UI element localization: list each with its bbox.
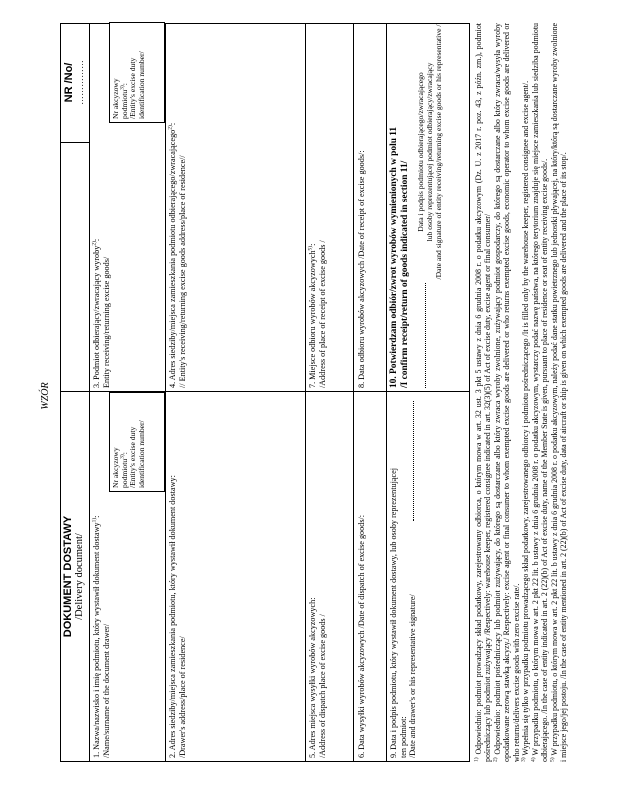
footnote-5: $^{5)}$ W przypadku podmiotu, o którym mowa w art. 2 pkt 22 lit. b ustawy z dnia 6 grudnia 2008 r. o podatku akcyzowym, należy podać dane statku powietrznego lub jednostki pływającej, na który/którą są dostarczane wyroby zwolnione i miejsce jego/jej postoju. /In the case of entity mentioned in art. 2 (22)(b) of Act of excise duty, data of aircraft or ship is given on which exempted goods are delivered and the place of its stop/. [549, 23, 569, 762]
receiver-signature-caption: Data i podpis podmiotu odbierającego/zwracającego lub osoby reprezentującej podmiot odbierający/zwracający /Date and signature of entity receiving/returning excise goods or his representative / [416, 24, 443, 280]
template-label: WZÓR [40, 382, 51, 410]
field-2-drawer-address[interactable]: 2. Adres siedziby/miejsca zamieszkania podmiotu, który wystawił dokument dostawy: /Drawer's address/place of residence/ [168, 475, 187, 758]
field-6-dispatch-date[interactable]: 6. Data wysyłki wyrobów akcyzowych /Date of dispatch of excise goods/: [357, 514, 366, 758]
footnote-2: $^{2)}$ Odpowiednio: podmiot pośredniczący lub podmiot zużywający, do którego są dostarczane albo który zwraca wyroby zwolnione, zużywający podmiot gospodarczy, do którego są dostarczane albo który zwraca/wysyła wyroby opodatkowane zerową stawką akcyzy./ Respectively: excise agent or final consumer to whom exempted excise goods are delivered or who returns exempted excise goods, economic operator to whom excise goods are delivered or who returns/delivers excise goods with zero excise rate/. [492, 23, 521, 762]
receiver-excise-number-box[interactable]: Nr akcyzowy podmiotu$^{3)}$: /Entity's excise duty identification number/ [109, 22, 165, 123]
footnote-1: $^{1)}$ Odpowiednio: podmiot prowadzący skład podatkowy, zarejestrowany odbiorca, o którym mowa w art. 32 ust. 3 pkt 5 ustawy z dnia 6 grudnia 2008 r. o podatku akcyzowym (Dz. U. z 2017 r. poz. 43, z późn. zm.), podmiot pośredniczący lub podmiot zużywający /Respectively: warehouse keeper, registered consignee indicated in art. 32(3)(5) of Act of excise duty, excise agent or final consumer/ [473, 23, 493, 762]
field-10-confirmation: 10. Potwierdzam odbiór/zwrot wyrobów wymienionych w polu 11 /I confirm receipt/return of goods indicated in section 11/ [389, 126, 411, 388]
receiver-signature-line[interactable] [425, 283, 426, 388]
field-8-receipt-date[interactable]: 8. Data odbioru wyrobów akcyzowych /Date of receipt of excise goods/: [357, 150, 366, 388]
field-4-receiver-address[interactable]: 4. Adres siedziby/miejsca zamieszkania podmiotu odbierającego/zwracającego$^{2)}$: // Entity's receiving/returning excise goods address/place of residence// [167, 122, 187, 388]
drawer-excise-number-box[interactable]: Nr akcyzowy podmiotu$^{3)}$: /Entity's excise duty identification number/ [109, 392, 165, 492]
row-divider [165, 24, 166, 761]
title-english: /Delivery document/ [74, 533, 85, 620]
nr-field [63, 22, 85, 143]
row-divider [386, 24, 387, 761]
row-divider [353, 24, 354, 761]
document-title [62, 392, 85, 761]
nr-label: NR /No/ [63, 62, 75, 103]
footnote-3: $^{3)}$ Wypełnia się tylko w przypadku podmiotu prowadzącego skład podatkowy, zarejestrowanego odbiorcy i podmiotu pośredniczącego /It is filled only by the warehouse keeper, registered consignee and excise agent/. [520, 80, 531, 762]
field-5-dispatch-place[interactable]: 5. Adres miejsca wysyłki wyrobów akcyzowych: /Address of dispatch place of excise goods / [308, 597, 327, 758]
nr-value[interactable]: …………… [75, 60, 85, 105]
drawer-signature-line[interactable] [413, 401, 414, 521]
delivery-document-form [60, 23, 470, 762]
field-9-drawer-signature[interactable]: 9. Data i podpis podmiotu, który wystawił dokument dostawy, lub osoby reprezentującej ten podmiot: /Date and drawer's or his representative signature/ [389, 467, 418, 758]
field-7-receipt-place[interactable]: 7. Miejsce odbioru wyrobów akcyzowych$^{5)}$: /Address of place of receipt of excise goods / [307, 240, 327, 388]
field-1-drawer-name[interactable]: 1. Nazwa/nazwisko i imię podmiotu, który wystawił dokument dostawy$^{1)}$: /Name/surname of the document drawer/ [91, 515, 111, 758]
field-3-receiving-entity[interactable]: 3. Podmiot odbierający/zwracający wyroby$^{2)}$: Entity receiving/returning excise goods/ [91, 238, 111, 388]
footnote-4: $^{4)}$ W przypadku podmiotu, o którym mowa w art. 2 pkt 22 lit. b ustawy z dnia 6 grudnia 2008 r. o podatku akcyzowym, wystarczy podać nazwę państwa, na którego terytorium znajduje się miejsce zamieszkania lub siedziba podmiotu odbierającego. /In the case of entity indicated in art. 2 (22)(b) of Act of excise duty, name of the Member State is given, pursuant to place of residence or seat of entity receiving excise goods/. [530, 23, 550, 762]
title-polish: DOKUMENT DOSTAWY [62, 515, 74, 638]
footnotes [474, 23, 569, 762]
row-divider [305, 24, 306, 761]
header-divider [89, 24, 90, 761]
